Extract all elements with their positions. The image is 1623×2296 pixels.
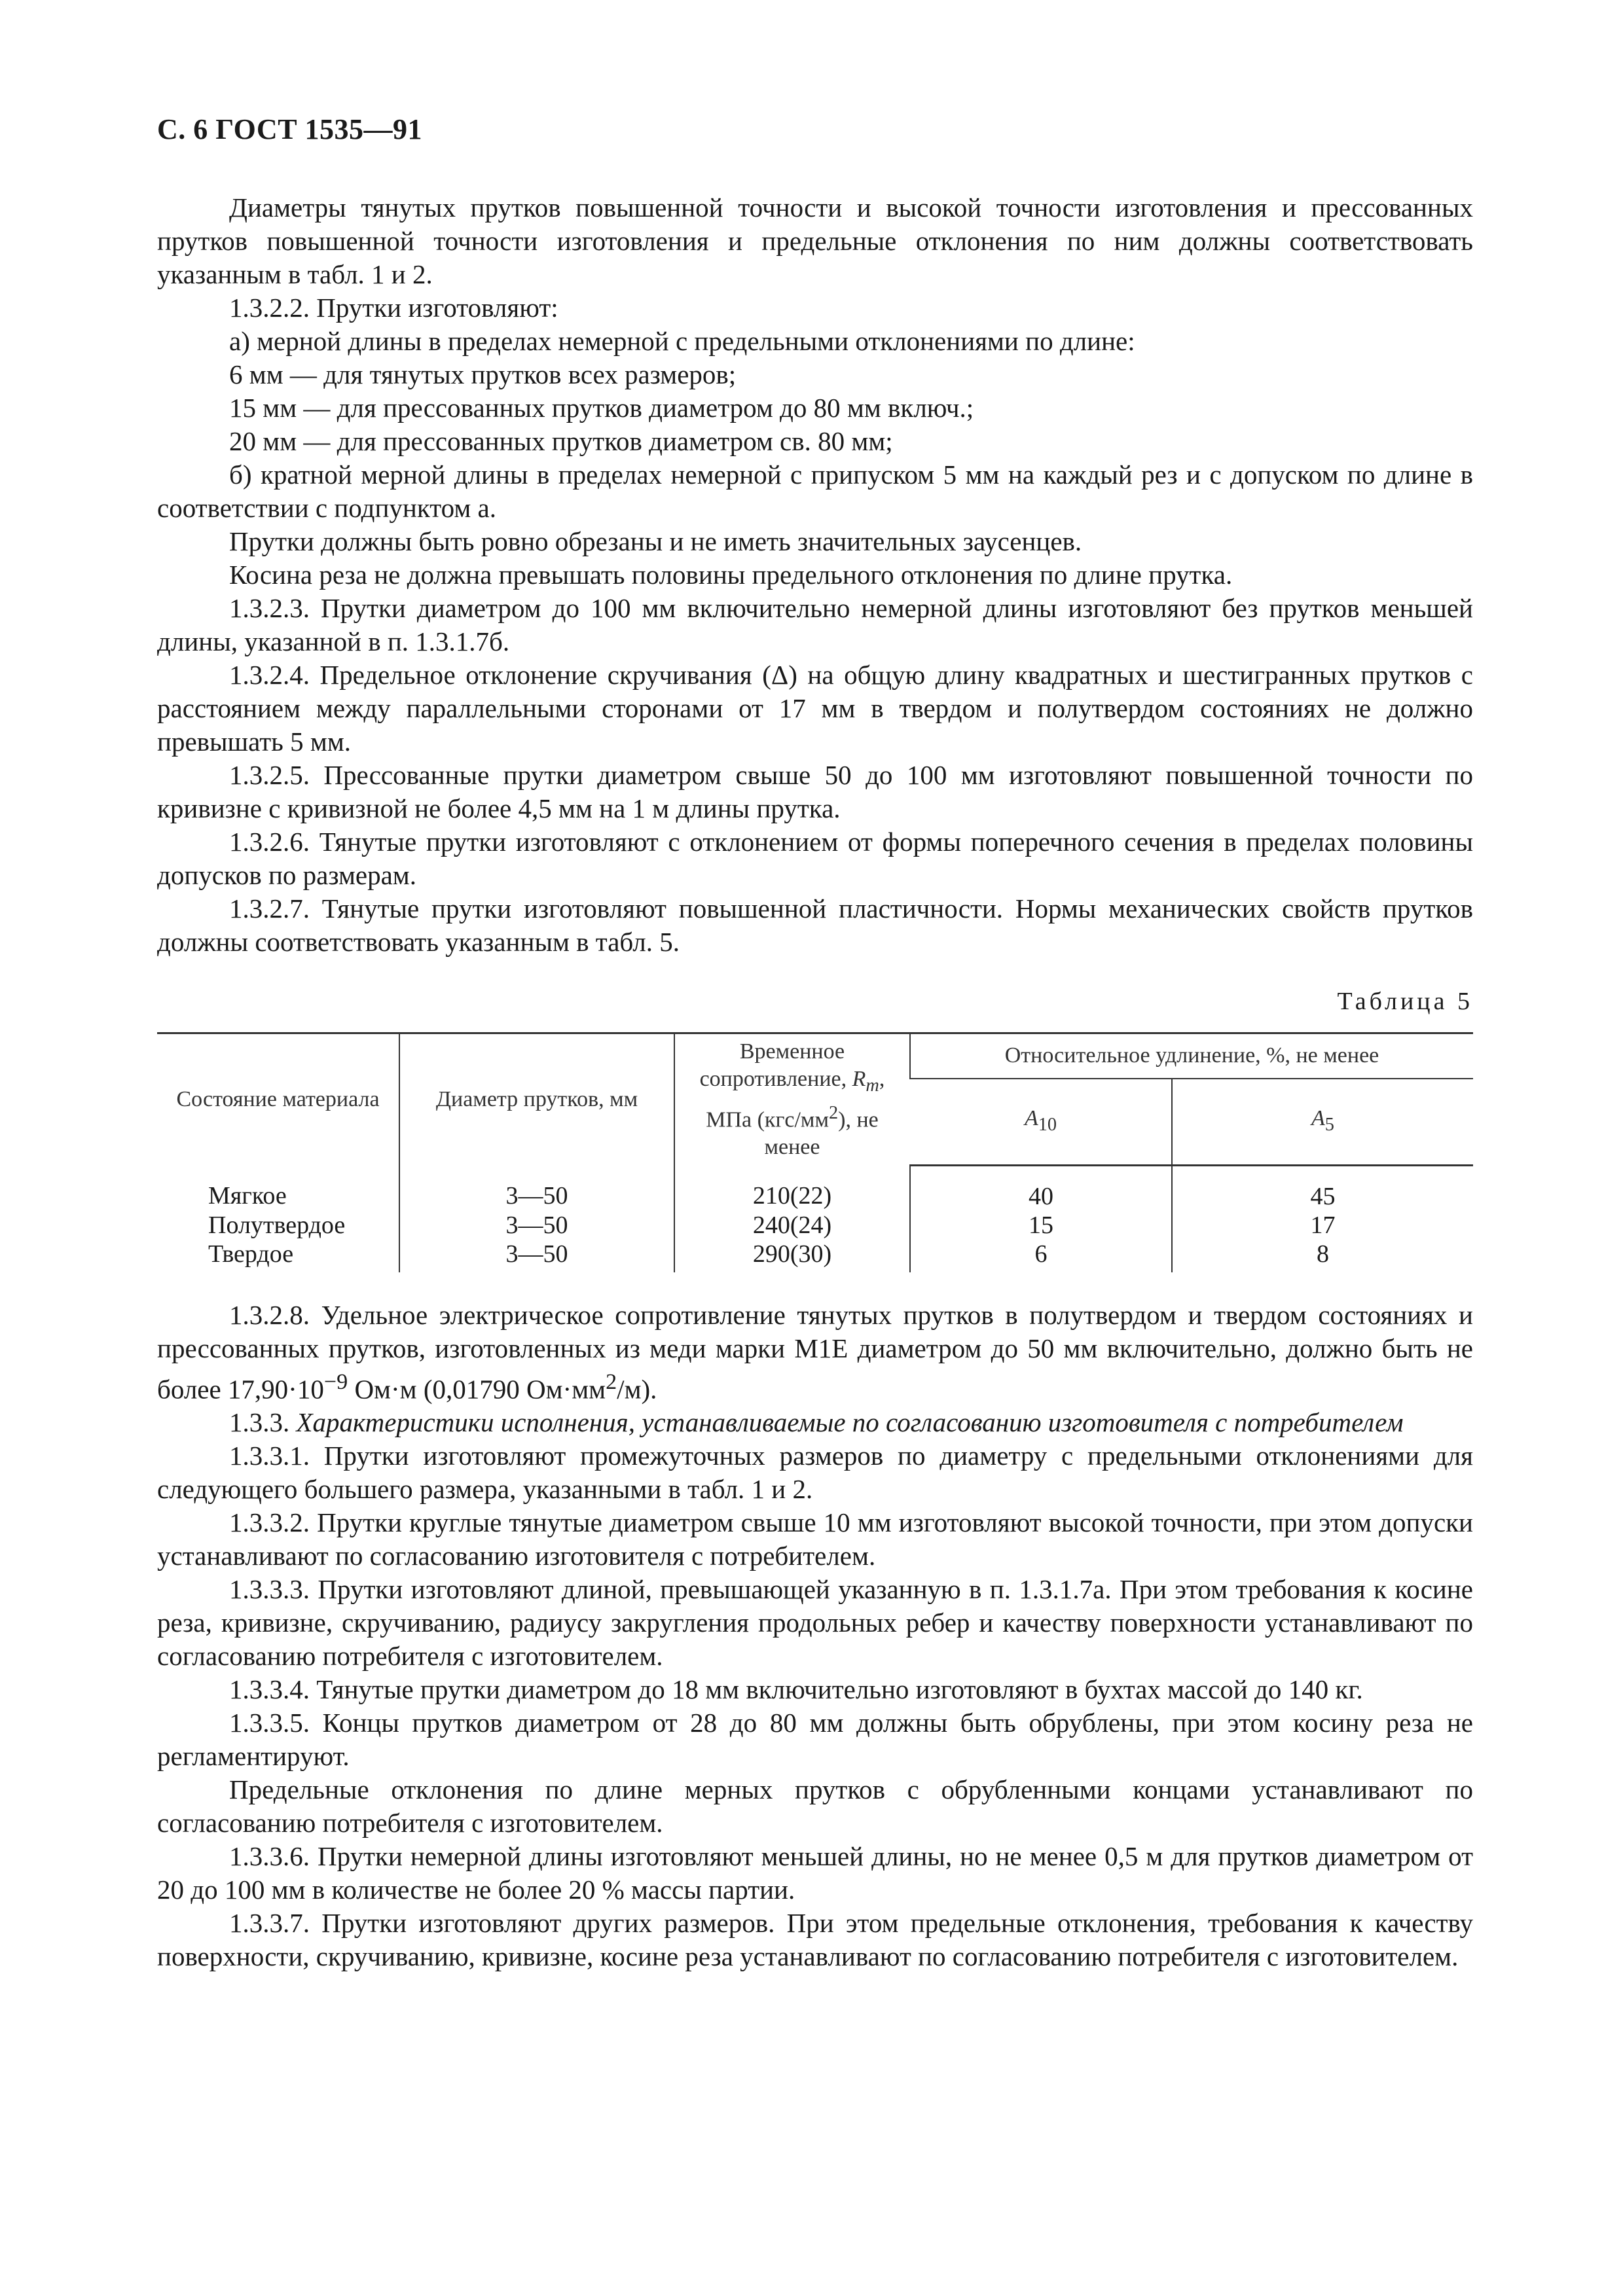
cell-a10: 6 — [910, 1240, 1172, 1272]
top-paragraph: 1.3.2.5. Прессованные прутки диаметром свыше 50 до 100 мм изготовляют повышенной точности по кривизне с кривизной не более 4,5 мм на 1 м длины прутка. — [157, 760, 1473, 823]
top-paragraphs — [157, 191, 1473, 959]
header-elongation: Относительное удлинение, %, не менее — [910, 1033, 1473, 1079]
header-state: Состояние материала — [157, 1033, 399, 1166]
header-a5: $A_5$ — [1172, 1079, 1473, 1166]
bottom-paragraph: 1.3.3.7. Прутки изготовляют других размеров. При этом предельные отклонения, требования к качеству поверхности, скручиванию, кривизне, косине реза устанавливают по согласованию потребителя с изготовителем. — [157, 1908, 1473, 1972]
top-paragraph: б) кратной мерной длины в пределах немерной с припуском 5 мм на каждый рез и с допуском по длине в соответствии с подпунктом а. — [157, 459, 1473, 523]
top-paragraph: 1.3.2.3. Прутки диаметром до 100 мм включительно немерной длины изготовляют без прутков меньшей длины, указанной в п. 1.3.1.7б. — [157, 593, 1473, 656]
bottom-paragraph: 1.3.3.6. Прутки немерной длины изготовляют меньшей длины, но не менее 0,5 м для прутков диаметром от 20 до 100 мм в количестве не более 20 % массы партии. — [157, 1841, 1473, 1905]
cell-a5: 8 — [1172, 1240, 1473, 1272]
top-paragraph: а) мерной длины в пределах немерной с предельными отклонениями по длине: — [229, 326, 1135, 356]
cell-a5: 17 — [1172, 1211, 1473, 1240]
top-paragraph: 20 мм — для прессованных прутков диаметром св. 80 мм; — [229, 426, 893, 456]
cell-diameter: 3—50 — [399, 1240, 674, 1272]
paragraph-133: 1.3.3. Характеристики исполнения, устанавливаемые по согласованию изготовителя с потребителем — [229, 1407, 1404, 1438]
bottom-paragraph: 1.3.3.1. Прутки изготовляют промежуточных размеров по диаметру с предельными отклонениями для следующего большего размера, указанными в табл. 1 и 2. — [157, 1441, 1473, 1505]
top-paragraph: 1.3.2.7. Тянутые прутки изготовляют повышенной пластичности. Нормы механических свойств прутков должны соответствовать указанным в табл. 5. — [157, 893, 1473, 957]
table-row — [157, 1240, 1473, 1272]
bottom-paragraph: 1.3.3.3. Прутки изготовляют длиной, превышающей указанную в п. 1.3.1.7а. При этом требования к косине реза, кривизне, скручиванию, радиусу закругления продольных ребер и качеству поверхности устанавливают по согласованию потребителя с изготовителем. — [157, 1574, 1473, 1672]
cell-a10: 15 — [910, 1211, 1172, 1240]
cell-state: Твердое — [208, 1240, 294, 1268]
top-paragraph: Прутки должны быть ровно обрезаны и не иметь значительных заусенцев. — [229, 526, 1082, 556]
bottom-paragraph: 1.3.3.2. Прутки круглые тянутые диаметром свыше 10 мм изготовляют высокой точности, при этом допуски устанавливают по согласованию изготовителя с потребителем. — [157, 1507, 1473, 1571]
cell-diameter: 3—50 — [399, 1211, 674, 1240]
bottom-paragraph: 1.3.3.5. Концы прутков диаметром от 28 до 80 мм должны быть обрублены, при этом косину реза не регламентируют. — [157, 1708, 1473, 1772]
table-row — [157, 1211, 1473, 1240]
table-caption: Таблица 5 — [1337, 988, 1473, 1015]
page-header: С. 6 ГОСТ 1535—91 — [157, 113, 423, 145]
cell-a10: 40 — [910, 1165, 1172, 1211]
header-strength: Временное сопротивление, $R_m$, МПа $(кгс/мм^2)$, не менее — [674, 1033, 910, 1166]
top-paragraph: Косина реза не должна превышать половины предельного отклонения по длине прутка. — [229, 560, 1233, 590]
table-row — [157, 1165, 1473, 1211]
header-a10: $A_{10}$ — [910, 1079, 1172, 1166]
bottom-paragraphs — [157, 1439, 1473, 1973]
table-body — [157, 1165, 1473, 1272]
cell-a5: 45 — [1172, 1165, 1473, 1211]
cell-strength: 210(22) — [674, 1165, 910, 1211]
cell-state: Мягкое — [208, 1181, 287, 1210]
top-paragraph: 6 мм — для тянутых прутков всех размеров; — [229, 359, 737, 389]
cell-diameter: 3—50 — [399, 1165, 674, 1211]
top-paragraph: 1.3.2.4. Предельное отклонение скручивания (Δ) на общую длину квадратных и шестигранных прутков с расстоянием между параллельными сторонами от 17 мм в твердом и полутвердом состояниях не должно превышать 5 мм. — [157, 660, 1473, 757]
top-paragraph: 1.3.2.2. Прутки изготовляют: — [229, 293, 558, 323]
cell-state: Полутвердое — [208, 1211, 346, 1239]
paragraph-1328: 1.3.2.8. Удельное электрическое сопротивление тянутых прутков в полутвердом и твердом состояниях и прессованных прутков, изготовленных из меди марки М1Е диаметром до 50 мм включительно, должно быть не более $17,90\cdot 10^{-9}$ Ом·м (0,01790 $Ом\cdot мм^2/м$). — [157, 1299, 1473, 1405]
bottom-paragraph: Предельные отклонения по длине мерных прутков с обрубленными концами устанавливают по согласованию потребителя с изготовителем. — [157, 1774, 1473, 1839]
header-diameter: Диаметр прутков, мм — [399, 1033, 674, 1166]
top-paragraph: 15 мм — для прессованных прутков диаметром до 80 мм включ.; — [229, 393, 974, 423]
cell-strength: 290(30) — [674, 1240, 910, 1272]
cell-strength: 240(24) — [674, 1211, 910, 1240]
top-paragraph: 1.3.2.6. Тянутые прутки изготовляют с отклонением от формы поперечного сечения в пределах половины допусков по размерам. — [157, 827, 1473, 890]
document-body — [157, 191, 1473, 1973]
bottom-paragraph: 1.3.3.4. Тянутые прутки диаметром до 18 мм включительно изготовляют в бухтах массой до 140 кг. — [229, 1674, 1363, 1705]
top-paragraph: Диаметры тянутых прутков повышенной точности и высокой точности изготовления и прессованных прутков повышенной точности изготовления и предельные отклонения по ним должны соответствовать указанным в табл. 1 и 2. — [157, 192, 1473, 289]
table-5 — [157, 1032, 1473, 1272]
